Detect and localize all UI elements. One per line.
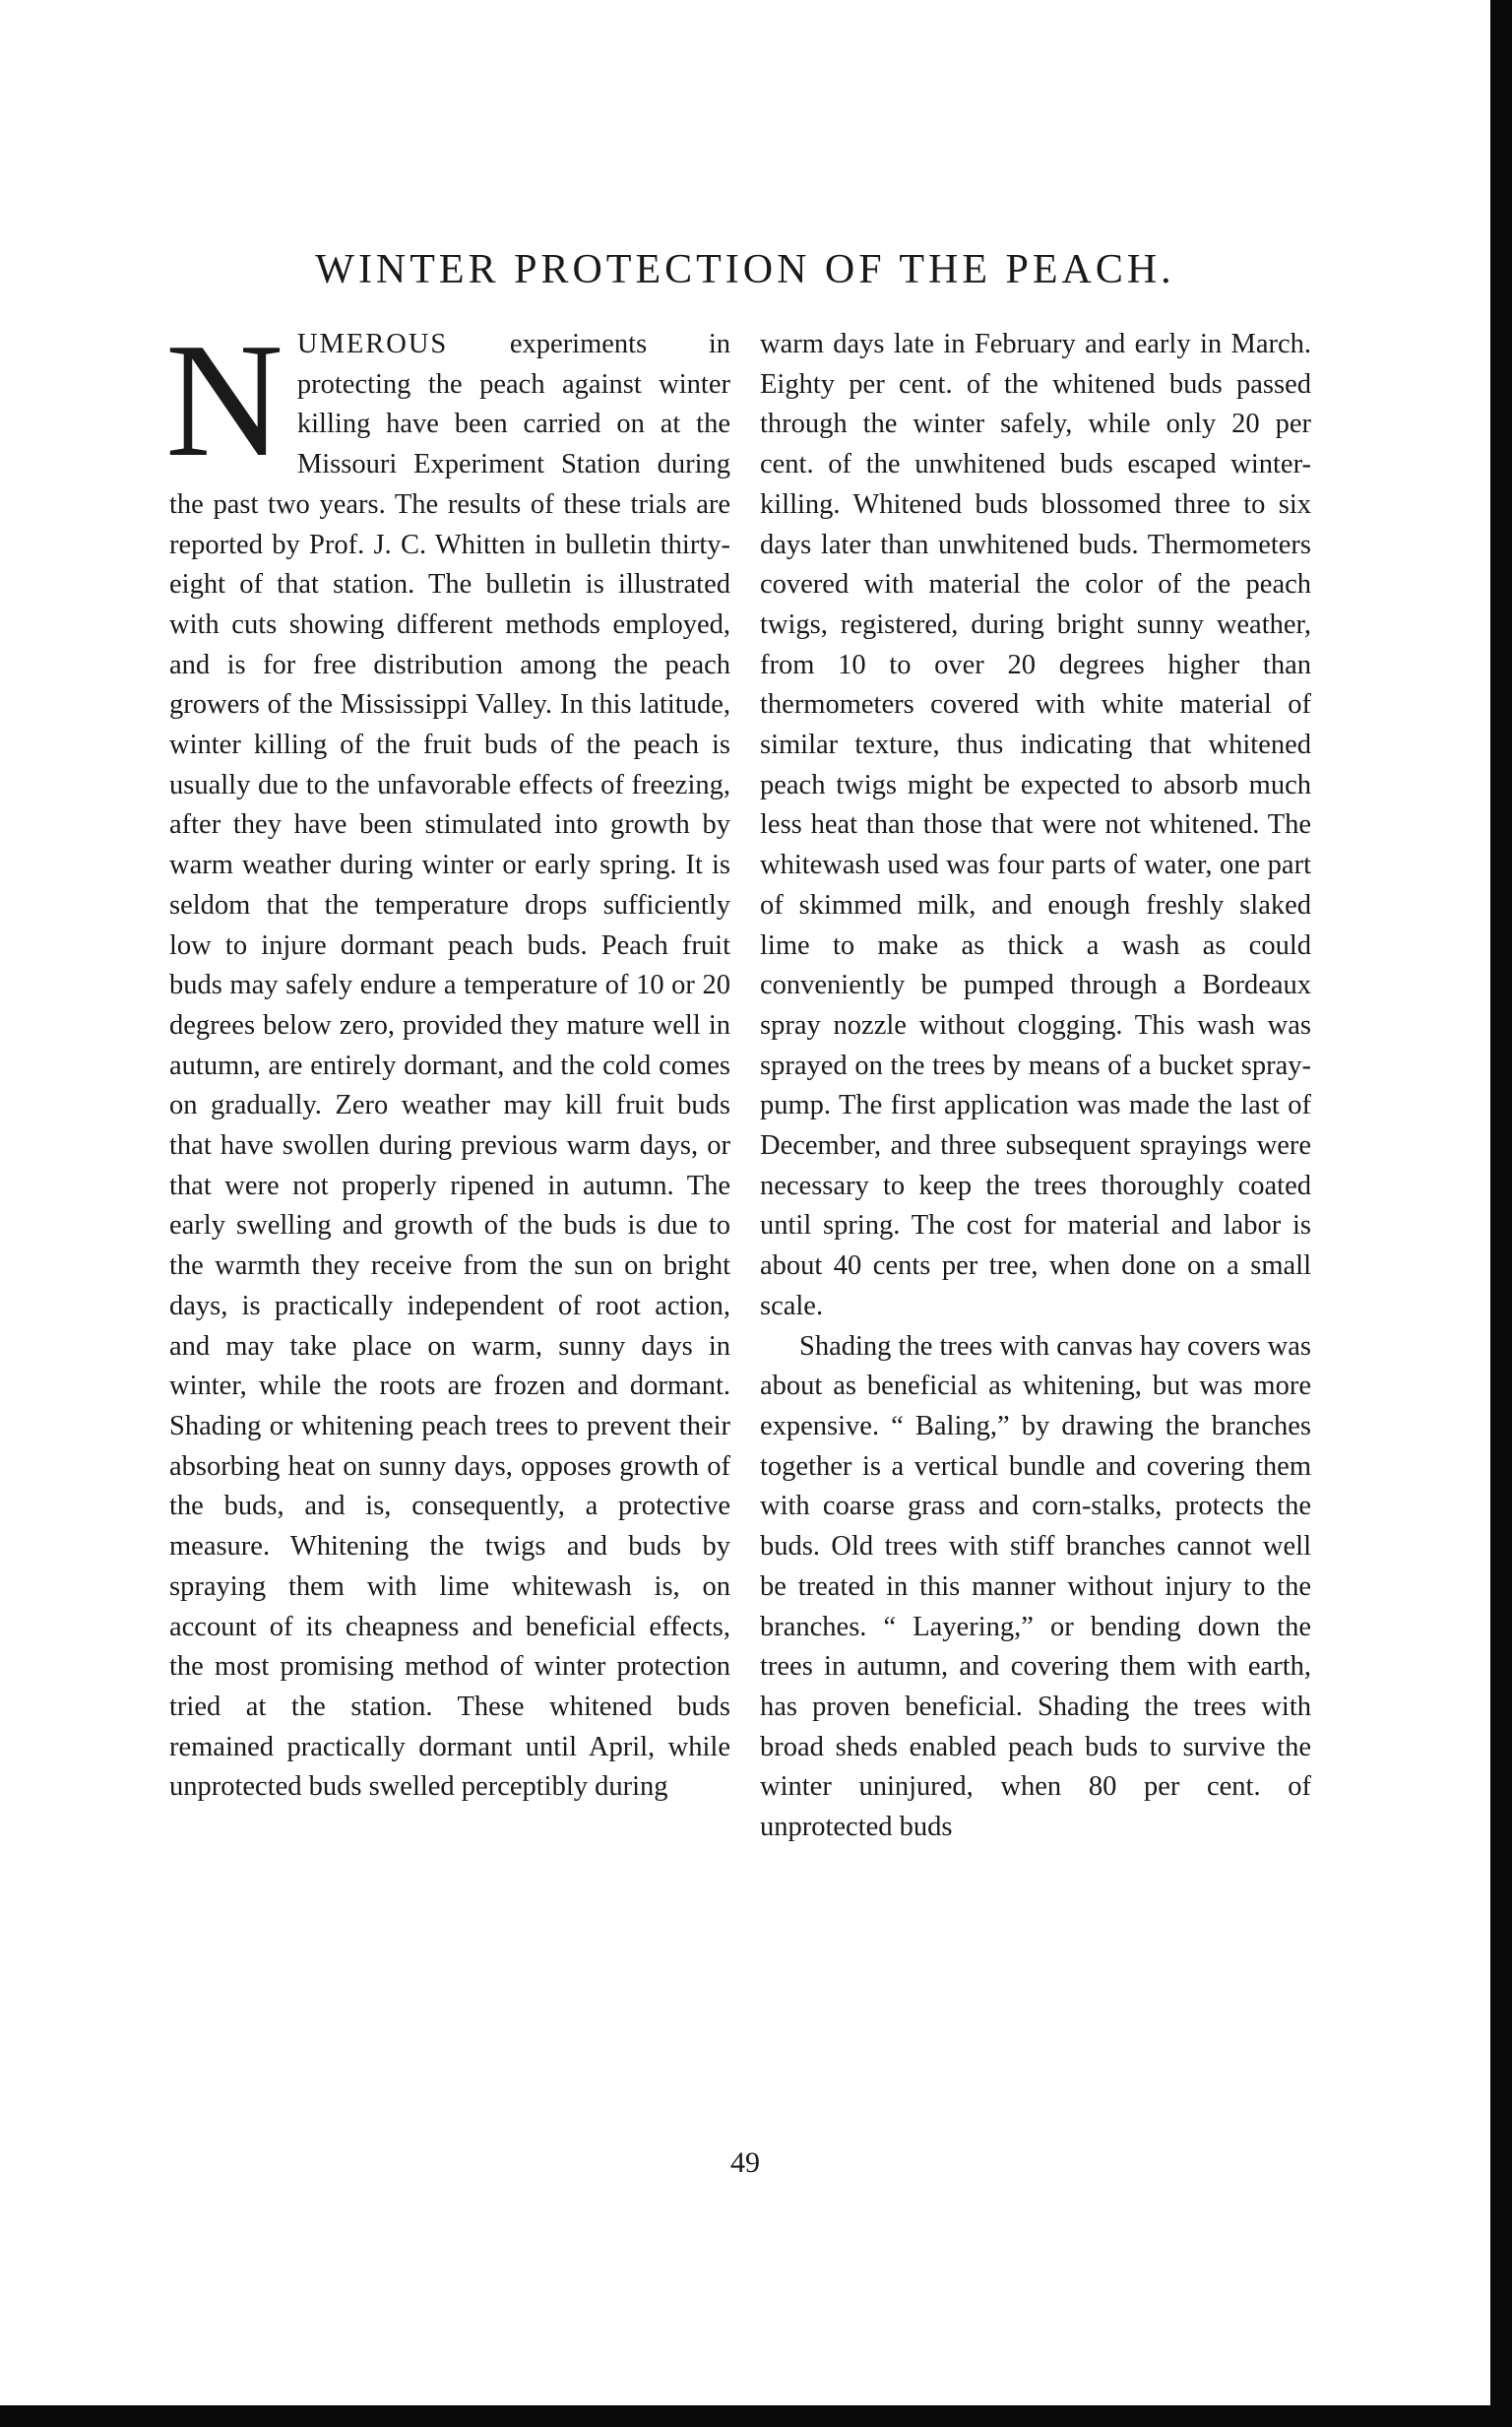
page-number: 49 xyxy=(730,2146,760,2179)
drop-cap-initial: N xyxy=(165,309,284,490)
scan-right-border xyxy=(1490,0,1512,2427)
left-column xyxy=(165,309,730,1808)
right-column xyxy=(760,325,1311,1848)
right-column-paragraph-2: Shading the trees with canvas hay covers was about as beneficial as whitening, but was more expensive. “ Baling,” by drawing the branches together is a vertical bundle and covering them with coarse grass and corn-stalks, protects the buds. Old trees with stiff branches cannot well be treated in this manner without injury to the branches. “ Layering,” or bending down the trees in autumn, and covering them with earth, has proven beneficial. Shading the trees with broad sheds enabled peach buds to survive the winter uninjured, when 80 per cent. of unprotected buds xyxy=(760,1330,1311,1843)
lead-in-word: UMEROUS xyxy=(296,329,449,359)
article-title: WINTER PROTECTION OF THE PEACH. xyxy=(315,247,1175,292)
left-column-text: experiments in protecting the peach against winter killing have been carried on at the Missouri Experiment Station during the past two years. The results of these trials are reported by Prof. J. C. Whitten in bulletin thirty-eight of that station. The bulletin is illustrated with cuts showing different methods employed, and is for free distribution among the peach growers of the Mississippi Valley. In this latitude, winter killing of the fruit buds of the peach is usually due to the unfavorable effects of freezing, after they have been stimulated into growth by warm weather during winter or early spring. It is seldom that the temperature drops sufficiently low to injure dormant peach buds. Peach fruit buds may safely endure a temperature of 10 or 20 degrees below zero, provided they mature well in autumn, are entirely dormant, and the cold comes on gradually. Zero weather may kill fruit buds that have swollen during previous warm days, or that were not properly ripened in autumn. The early swelling and growth of the buds is due to the warmth they receive from the sun on bright days, is practically independent of root action, and may take place on warm, sunny days in winter, while the roots are frozen and dormant. Shading or whitening peach trees to prevent their absorbing heat on sunny days, opposes growth of the buds, and is, consequently, a protective measure. Whitening the twigs and buds by spraying them with lime whitewash is, on account of its cheapness and beneficial effects, the most promising method of winter protection tried at the station. These whitened buds remained practically dormant until April, while unprotected buds swelled perceptibly during xyxy=(169,329,730,1803)
scan-bottom-border xyxy=(0,2405,1512,2427)
left-column-paragraph xyxy=(165,309,730,1808)
right-column-paragraph-1: warm days late in February and early in March. Eighty per cent. of the whitened buds passed through the winter safely, while only 20 per cent. of the unwhitened buds escaped winter-killing. Whitened buds blossomed three to six days later than unwhitened buds. Thermometers covered with material the color of the peach twigs, registered, during bright sunny weather, from 10 to over 20 degrees higher than thermometers covered with white material of similar texture, thus indicating that whitened peach twigs might be expected to absorb much less heat than those that were not whitened. The whitewash used was four parts of water, one part of skimmed milk, and enough freshly slaked lime to make as thick a wash as could conveniently be pumped through a Bordeaux spray nozzle without clogging. This wash was sprayed on the trees by means of a bucket spray-pump. The first application was made the last of December, and three subsequent sprayings were necessary to keep the trees thoroughly coated until spring. The cost for material and labor is about 40 cents per tree, when done on a small scale. xyxy=(760,329,1311,1321)
